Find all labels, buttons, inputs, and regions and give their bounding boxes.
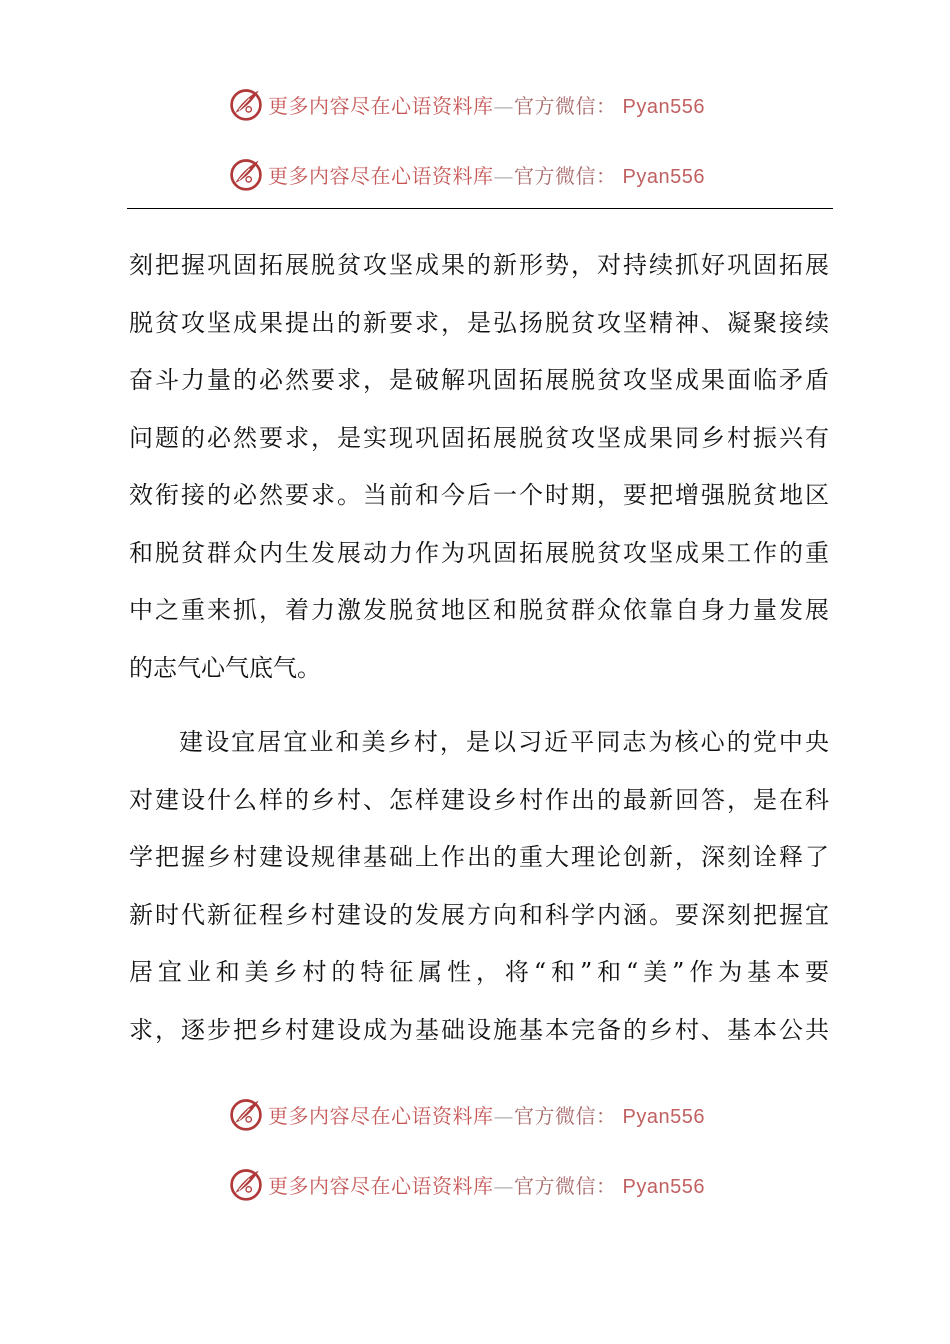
text-line: 中之重来抓，着力激发脱贫地区和脱贫群众依靠自身力量发展 (129, 596, 829, 624)
text-line: 求，逐步把乡村建设成为基础设施基本完备的乡村、基本公共 (129, 1015, 829, 1044)
quill-logo-icon (228, 1096, 264, 1132)
watermark-text (268, 1100, 705, 1129)
paragraph (129, 237, 829, 697)
header-divider (127, 208, 833, 209)
watermark-wechat-id: Pyan556 (622, 95, 705, 118)
text-line: 刻把握巩固拓展脱贫攻坚成果的新形势，对持续抓好巩固拓展 (129, 251, 829, 279)
header-watermark-banner (228, 84, 705, 124)
text-line: 新时代新征程乡村建设的发展方向和科学内涵。要深刻把握宜 (129, 900, 829, 929)
watermark-wechat-id: Pyan556 (622, 1105, 705, 1128)
watermark-dash: — (493, 1173, 514, 1198)
text-line: 效衔接的必然要求。当前和今后一个时期，要把增强脱贫地区 (129, 481, 829, 509)
text-line: 问题的必然要求，是实现巩固拓展脱贫攻坚成果同乡村振兴有 (129, 423, 829, 452)
watermark-wechat-label: 官方微信： (514, 1103, 617, 1128)
watermark-text (268, 90, 705, 119)
footer-watermark-banner (228, 1094, 705, 1134)
text-line: 学把握乡村建设规律基础上作出的重大理论创新，深刻诠释了 (129, 843, 829, 871)
watermark-dash: — (493, 163, 514, 188)
text-line: 建设宜居宜业和美乡村，是以习近平同志为核心的党中央 (179, 728, 829, 756)
watermark-dash: — (493, 1103, 514, 1128)
text-line: 和脱贫群众内生发展动力作为巩固拓展脱贫攻坚成果工作的重 (129, 538, 829, 567)
text-line: 脱贫攻坚成果提出的新要求，是弘扬脱贫攻坚精神、凝聚接续 (129, 308, 829, 337)
watermark-dash: — (493, 93, 514, 118)
quill-logo-icon (228, 86, 264, 122)
watermark-wechat-label: 官方微信： (514, 1173, 617, 1198)
quill-logo-icon (228, 1166, 264, 1202)
watermark-wechat-id: Pyan556 (622, 1175, 705, 1198)
text-line: 的志气心气底气。 (129, 653, 321, 682)
footer-watermark-banner (228, 1164, 705, 1204)
watermark-slogan: 更多内容尽在心语资料库 (268, 1173, 494, 1198)
paragraph (129, 714, 829, 1059)
text-line: 奋斗力量的必然要求，是破解巩固拓展脱贫攻坚成果面临矛盾 (129, 366, 829, 394)
watermark-text (268, 1170, 705, 1199)
quill-logo-icon (228, 156, 264, 192)
watermark-text (268, 160, 705, 189)
text-line: 对建设什么样的乡村、怎样建设乡村作出的最新回答，是在科 (129, 785, 829, 814)
watermark-slogan: 更多内容尽在心语资料库 (268, 163, 494, 188)
text-line: 居宜业和美乡村的特征属性，将“和”和“美”作为基本要 (129, 958, 829, 986)
watermark-wechat-label: 官方微信： (514, 93, 617, 118)
watermark-slogan: 更多内容尽在心语资料库 (268, 93, 494, 118)
watermark-wechat-id: Pyan556 (622, 165, 705, 188)
watermark-slogan: 更多内容尽在心语资料库 (268, 1103, 494, 1128)
header-watermark-banner (228, 154, 705, 194)
watermark-wechat-label: 官方微信： (514, 163, 617, 188)
